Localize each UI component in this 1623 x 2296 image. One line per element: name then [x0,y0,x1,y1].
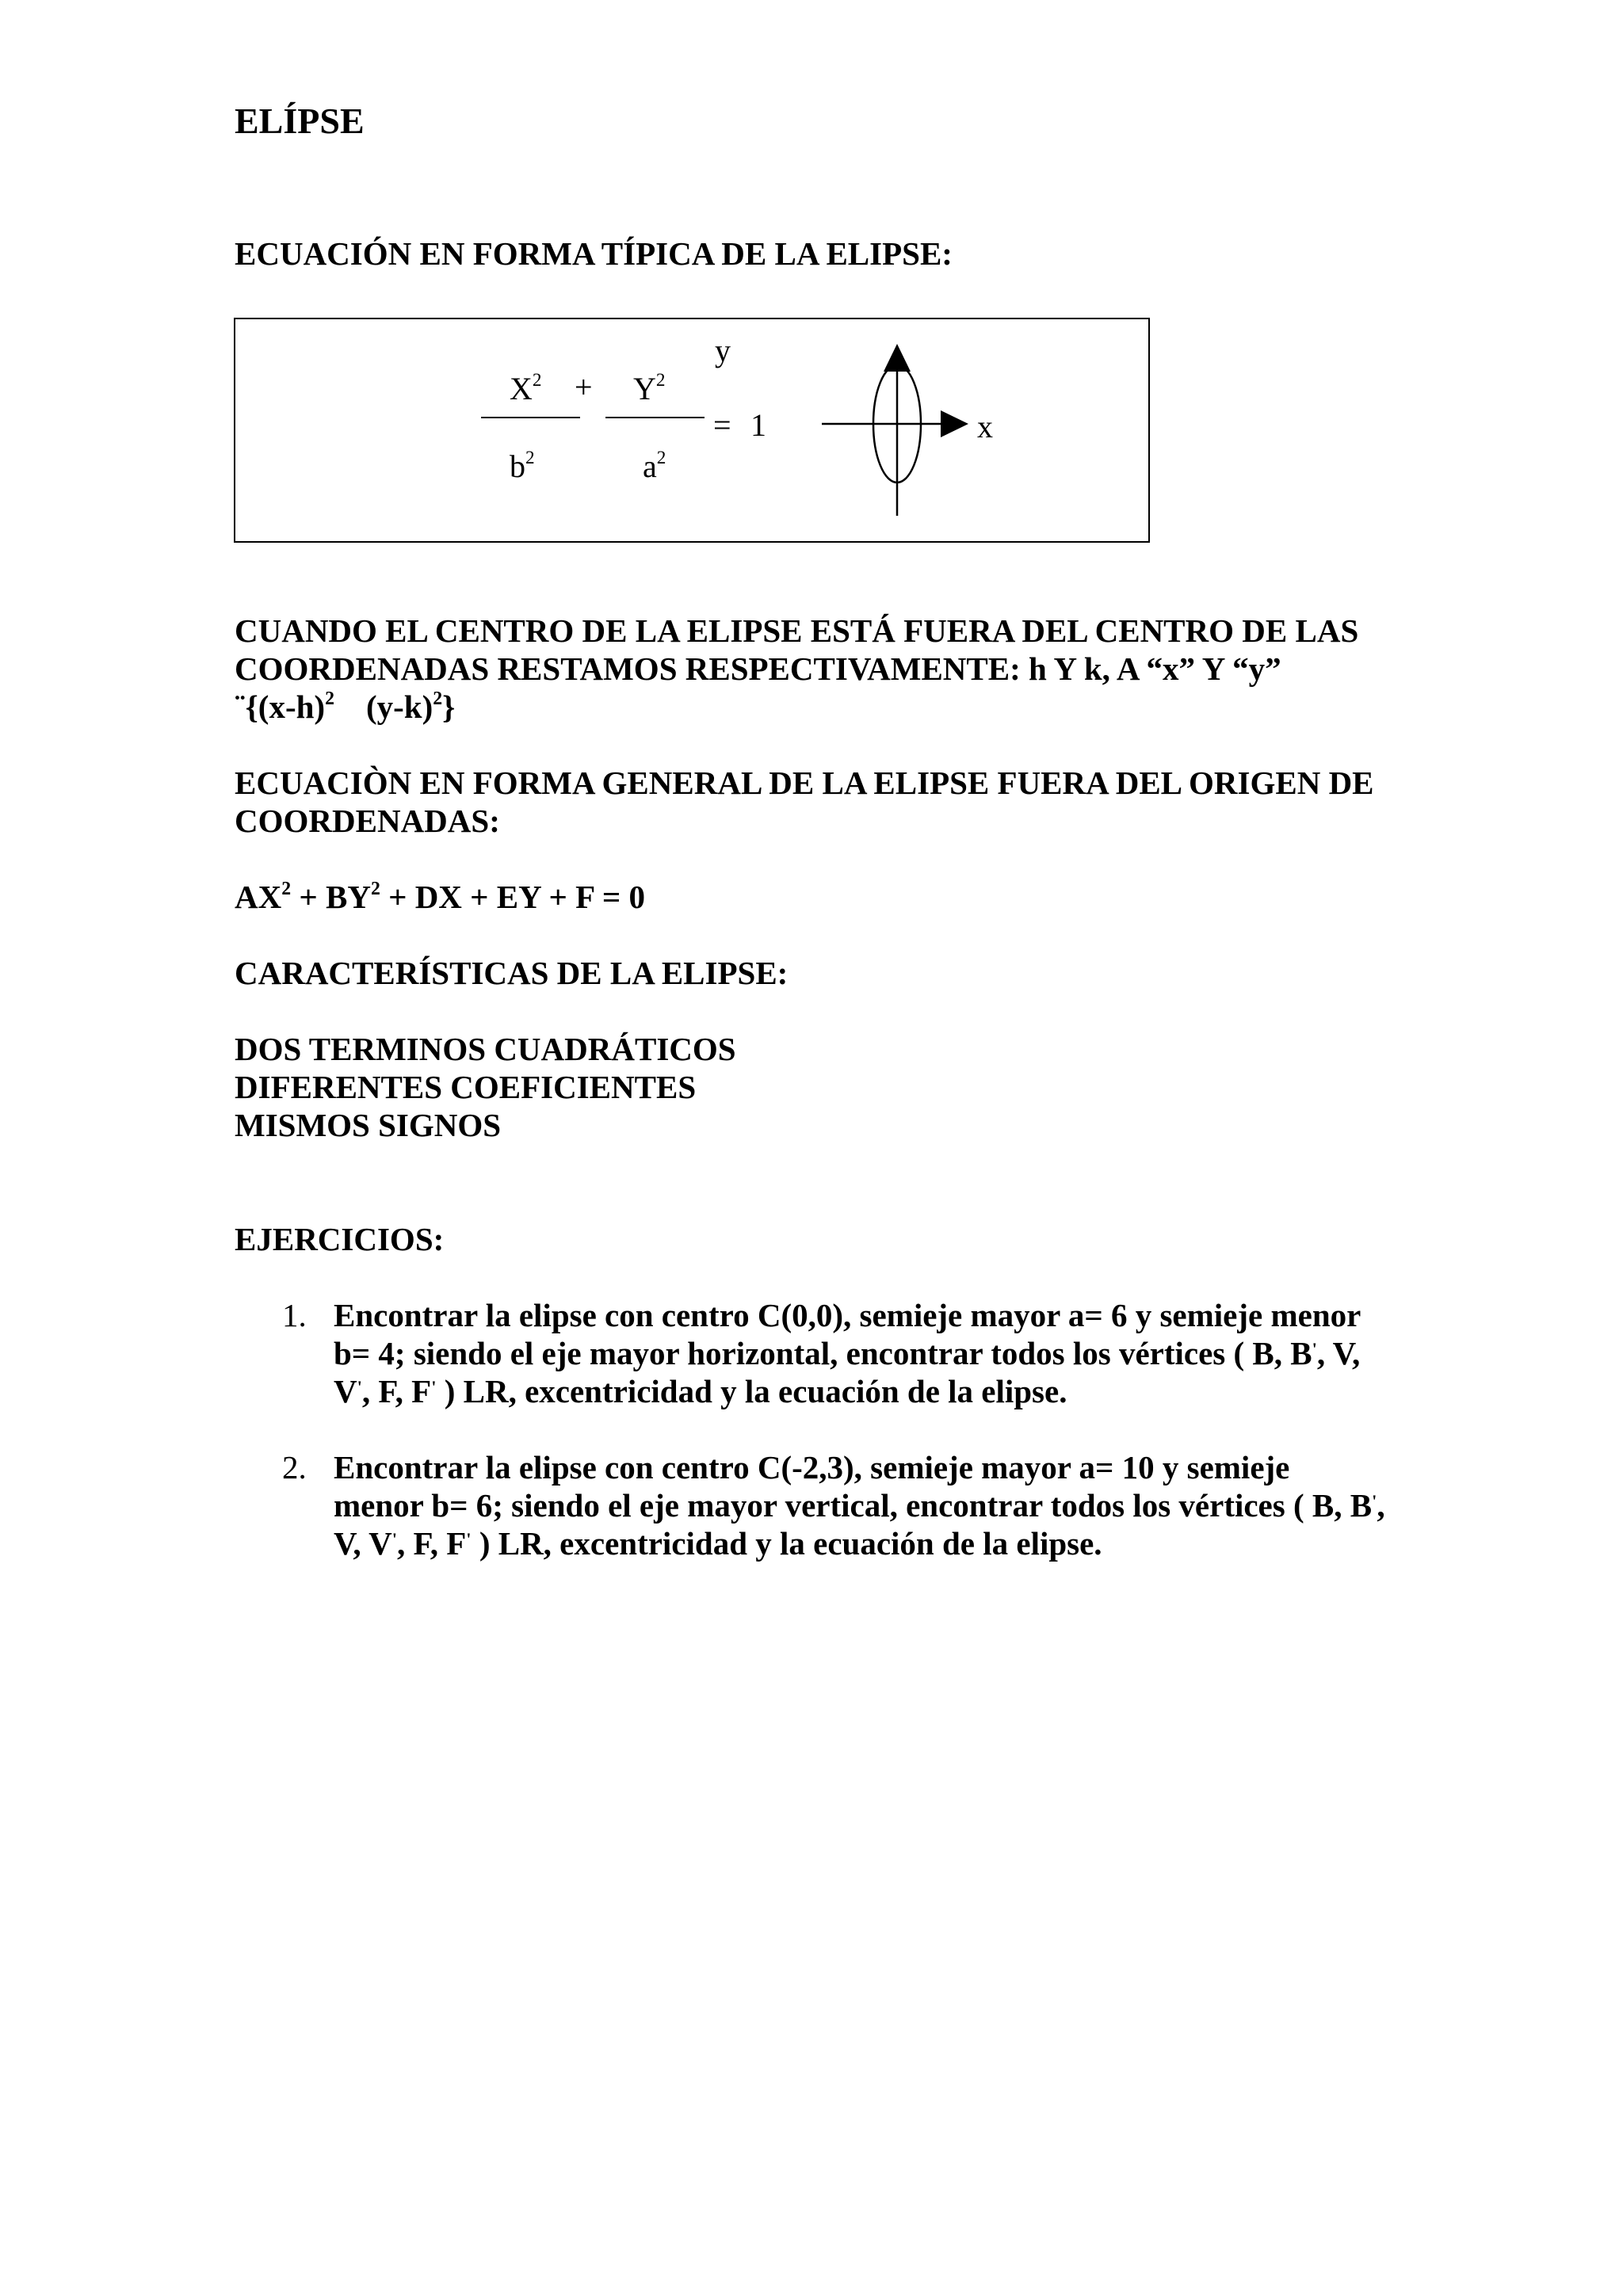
general-form-heading-line2: COORDENADAS: [235,803,500,839]
characteristic-item: DOS TERMINOS CUADRÁTICOS [235,1031,736,1067]
exercises-heading: EJERCICIOS: [235,1221,445,1257]
equals-sign: = [713,407,731,443]
exercise-2-line3: V, V', F, F' ) LR, excentricidad y la ecuación de la elipse. [334,1525,1102,1562]
page-title: ELÍPSE [235,101,365,141]
exercise-2-line2: menor b= 6; siendo el eje mayor vertical, encontrar todos los vértices ( B, B', [334,1487,1385,1524]
fraction1-bar [481,417,580,418]
axis-x-label: x [977,409,993,444]
characteristic-item: MISMOS SIGNOS [235,1107,502,1143]
ellipse-axes-diagram [822,335,980,525]
exercise-1-line2: b= 4; siendo el eje mayor horizontal, encontrar todos los vértices ( B, B', V, [334,1335,1361,1371]
general-form-heading-line1: ECUACIÒN EN FORMA GENERAL DE LA ELIPSE FUERA DEL ORIGEN DE [235,765,1374,801]
general-equation: $AX^2 + BY^2$ + DX + EY + F = 0 [235,878,645,915]
axis-y-label: y [715,333,731,368]
fraction2-bar [605,417,705,418]
equals-one: 1 [750,407,766,443]
fraction2-denominator: $a^2$ [643,448,666,484]
characteristics-heading: CARACTERÍSTICAS DE LA ELIPSE: [235,955,789,991]
exercise-2-line1: Encontrar la elipse con centro C(-2,3), semieje mayor a= 10 y semieje [334,1449,1290,1486]
y-axis-arrow-icon [884,344,911,372]
fraction1-denominator: $b^2$ [510,448,535,484]
section-heading-standard-form: ECUACIÓN EN FORMA TÍPICA DE LA ELIPSE: [235,235,953,272]
center-paragraph-line1: CUANDO EL CENTRO DE LA ELIPSE ESTÁ FUERA DEL CENTRO DE LAS [235,612,1359,649]
fraction2-numerator: $Y^2$ [633,370,666,406]
center-paragraph-line3: $¨\{(x-h)^2$ $(y-k)^2$} [235,688,456,725]
x-axis-arrow-icon [941,410,968,437]
characteristic-item: DIFERENTES COEFICIENTES [235,1069,697,1105]
exercise-1-number: 1. [282,1297,307,1333]
plus-sign: + [575,369,593,405]
exercise-2-number: 2. [282,1449,307,1486]
exercise-1-line3: V', F, F' ) LR, excentricidad y la ecuación de la elipse. [334,1373,1067,1409]
center-paragraph-line2: COORDENADAS RESTAMOS RESPECTIVAMENTE: h Y k, A “x” Y “y” [235,650,1281,687]
formula-box [234,318,1150,543]
fraction1-numerator: $X^2$ [510,370,542,406]
exercise-1-line1: Encontrar la elipse con centro C(0,0), semieje mayor a= 6 y semieje menor [334,1297,1361,1333]
